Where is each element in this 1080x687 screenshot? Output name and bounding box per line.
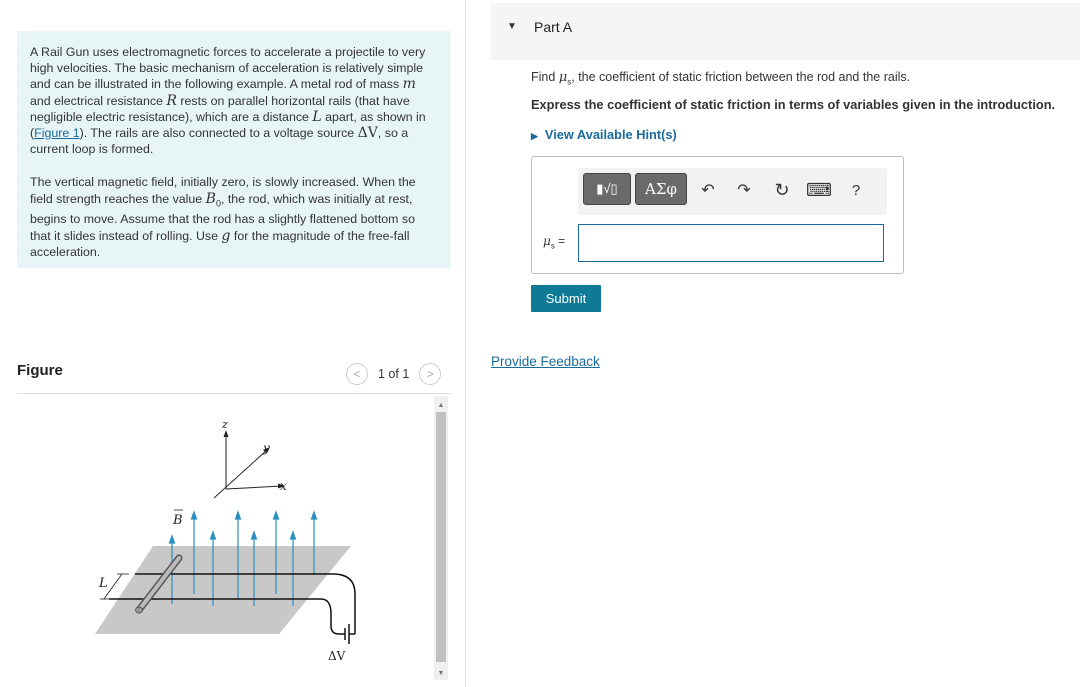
part-title: Part A bbox=[534, 19, 573, 35]
var-m: m bbox=[402, 76, 416, 93]
intro-paragraph-1: A Rail Gun uses electromagnetic forces to accelerate a projectile to very high velocities. The basic mechanism of acceleration is relatively simple and can be illustrated in the following example. A metal rod of mass m and electrical resistance R rests on parallel horizontal rails (that have negligible electric resistance), which are a distance L apart, as shown in (Figure 1). The rails are also connected to a voltage source ΔV, so a current loop is formed. bbox=[30, 45, 426, 157]
provide-feedback-link[interactable]: Provide Feedback bbox=[491, 354, 600, 369]
figure-count: 1 of 1 bbox=[378, 367, 410, 381]
answer-variable-label: $\mu_s$ = bbox=[543, 234, 566, 251]
templates-button[interactable] bbox=[583, 173, 631, 205]
b-field-label: B bbox=[173, 513, 183, 528]
voltage-label: ΔV bbox=[328, 649, 346, 663]
undo-icon[interactable]: ↶ bbox=[701, 182, 715, 199]
submit-button[interactable]: Submit bbox=[531, 285, 601, 312]
keyboard-icon[interactable]: ⌨ bbox=[806, 179, 832, 200]
help-icon[interactable]: ? bbox=[851, 181, 861, 199]
var-R: R bbox=[166, 92, 177, 109]
figure-prev-button[interactable] bbox=[346, 363, 368, 385]
answer-instruction: Express the coefficient of static friction in terms of variables given in the introduction. bbox=[531, 97, 1056, 112]
panel-divider bbox=[465, 0, 466, 687]
collapse-caret-icon[interactable]: ▼ bbox=[507, 21, 517, 32]
problem-introduction bbox=[17, 31, 451, 268]
scroll-up-icon[interactable]: ▲ bbox=[437, 401, 445, 409]
answer-input[interactable] bbox=[578, 224, 884, 262]
x-axis-label: x bbox=[280, 479, 287, 493]
figure-scrollbar[interactable] bbox=[434, 396, 448, 680]
rail-gun-figure bbox=[17, 394, 433, 687]
y-axis-label: y bbox=[263, 441, 270, 455]
expand-triangle-icon: ▶ bbox=[531, 131, 538, 141]
var-g: g bbox=[221, 227, 231, 244]
symbols-button[interactable]: ΑΣφ bbox=[635, 173, 687, 205]
chevron-right-icon: > bbox=[426, 367, 434, 381]
figure-pager bbox=[346, 363, 441, 385]
equation-toolbar bbox=[578, 168, 887, 215]
view-hints-link[interactable]: ▶ View Available Hint(s) bbox=[531, 127, 677, 142]
var-delta-v: ΔV bbox=[357, 125, 378, 142]
part-a-header[interactable] bbox=[491, 3, 1080, 60]
figure-next-button[interactable] bbox=[419, 363, 441, 385]
figure-label: Figure bbox=[17, 362, 63, 379]
var-L: L bbox=[312, 108, 322, 125]
chevron-left-icon: < bbox=[353, 367, 361, 381]
reset-icon[interactable]: ↻ bbox=[774, 179, 790, 200]
intro-paragraph-2: The vertical magnetic field, initially zero, is slowly increased. When the field strength reaches the value $B_0$, the rod, which was initially at rest, begins to move. Assume that the rod has a slightly flattened bottom so that it slides instead of rolling. Use g for the magnitude of the free-fall acceleration. bbox=[30, 175, 416, 259]
redo-icon[interactable]: ↷ bbox=[737, 182, 751, 199]
figure-1-link[interactable]: Figure 1 bbox=[34, 126, 80, 141]
var-B0: B bbox=[205, 190, 216, 207]
question-text: Find $\mu_s$, the coefficient of static friction between the rod and the rails. bbox=[531, 70, 911, 87]
scroll-thumb[interactable] bbox=[436, 412, 446, 662]
templates-icon: ▮√▯ bbox=[596, 181, 618, 196]
l-dimension-label: L bbox=[99, 576, 108, 591]
z-axis-label: z bbox=[222, 418, 228, 431]
scroll-down-icon[interactable]: ▼ bbox=[437, 669, 445, 677]
